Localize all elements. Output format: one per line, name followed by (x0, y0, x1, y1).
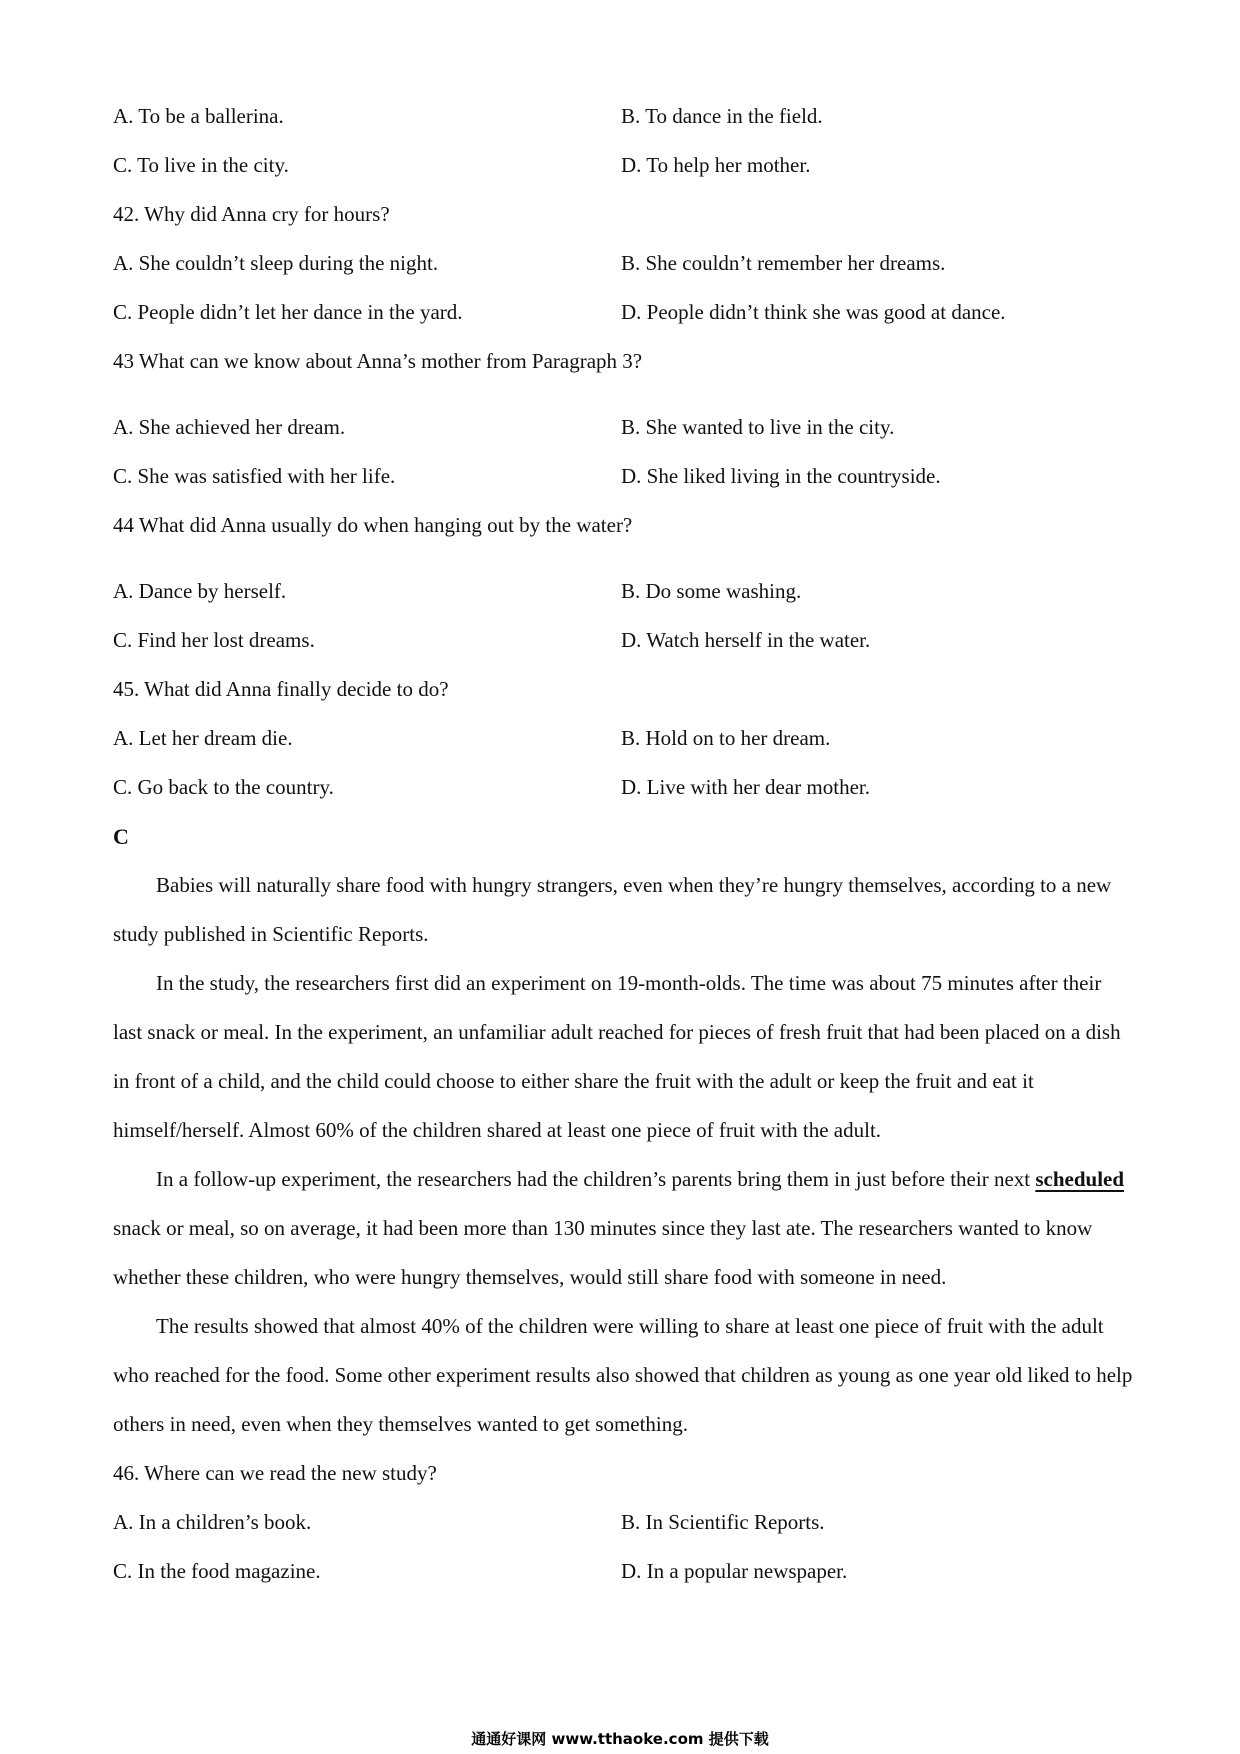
option-b: B. To dance in the field. (621, 104, 823, 128)
option-c: C. She was satisfied with her life. (113, 464, 396, 488)
option-a: A. To be a ballerina. (113, 104, 284, 128)
passage-paragraph-4: The results showed that almost 40% of the children were willing to share at least one piece of fruit with the adult who reached for the food. Some other experiment results also showed that children as young as one year old liked to help others in need, even when they themselves wanted to get something. (113, 1314, 1133, 1436)
question-42: 42. Why did Anna cry for hours? (113, 202, 390, 226)
option-row (113, 452, 1133, 501)
question-44: 44 What did Anna usually do when hanging out by the water? (113, 513, 633, 537)
option-row (113, 616, 1133, 665)
option-d: D. To help her mother. (621, 153, 811, 177)
underlined-keyword: scheduled (1035, 1167, 1125, 1191)
option-b: B. Hold on to her dream. (621, 726, 831, 750)
paragraph-text: In a follow-up experiment, the researchers had the children’s parents bring them in just before their next (156, 1167, 1031, 1191)
option-c: C. People didn’t let her dance in the yard. (113, 300, 463, 324)
option-d: D. In a popular newspaper. (621, 1559, 848, 1583)
option-row (113, 1547, 1133, 1596)
option-c: C. Find her lost dreams. (113, 628, 315, 652)
option-b: B. In Scientific Reports. (621, 1510, 825, 1534)
option-row (113, 92, 1133, 141)
passage-paragraph-3 (113, 1155, 1133, 1302)
option-d: D. Watch herself in the water. (621, 628, 871, 652)
paragraph-text: snack or meal, so on average, it had been more than 130 minutes since they last ate. The researchers wanted to know whether these children, who were hungry themselves, would still share food with someone in need. (113, 1216, 1093, 1289)
option-b: B. Do some washing. (621, 579, 802, 603)
option-row (113, 403, 1133, 452)
option-row (113, 567, 1133, 616)
option-b: B. She wanted to live in the city. (621, 415, 895, 439)
question-46: 46. Where can we read the new study? (113, 1461, 437, 1485)
option-a: A. Let her dream die. (113, 726, 293, 750)
option-d: D. People didn’t think she was good at dance. (621, 300, 1006, 324)
passage-paragraph-2: In the study, the researchers first did an experiment on 19-month-olds. The time was about 75 minutes after their last snack or meal. In the experiment, an unfamiliar adult reached for pieces of fresh fruit that had been placed on a dish in front of a child, and the child could choose to either share the fruit with the adult or keep the fruit and eat it himself/herself. Almost 60% of the children shared at least one piece of fruit with the adult. (113, 971, 1121, 1142)
option-row (113, 288, 1133, 337)
option-c: C. In the food magazine. (113, 1559, 321, 1583)
option-a: A. She achieved her dream. (113, 415, 346, 439)
option-c: C. Go back to the country. (113, 775, 334, 799)
section-heading: C (113, 824, 129, 849)
footer-source-text: 通通好课网 www.tthaoke.com 提供下载 (471, 1730, 769, 1748)
option-a: A. She couldn’t sleep during the night. (113, 251, 439, 275)
exam-page (113, 92, 1133, 1596)
option-b: B. She couldn’t remember her dreams. (621, 251, 946, 275)
option-c: C. To live in the city. (113, 153, 289, 177)
option-row (113, 714, 1133, 763)
option-row (113, 763, 1133, 812)
passage-paragraph-1: Babies will naturally share food with hungry strangers, even when they’re hungry themselves, according to a new study published in Scientific Reports. (113, 873, 1112, 946)
question-43: 43 What can we know about Anna’s mother from Paragraph 3? (113, 349, 643, 373)
option-row (113, 1498, 1133, 1547)
question-45: 45. What did Anna finally decide to do? (113, 677, 449, 701)
option-a: A. In a children’s book. (113, 1510, 312, 1534)
option-row (113, 141, 1133, 190)
option-row (113, 239, 1133, 288)
option-d: D. Live with her dear mother. (621, 775, 871, 799)
option-d: D. She liked living in the countryside. (621, 464, 941, 488)
option-a: A. Dance by herself. (113, 579, 287, 603)
